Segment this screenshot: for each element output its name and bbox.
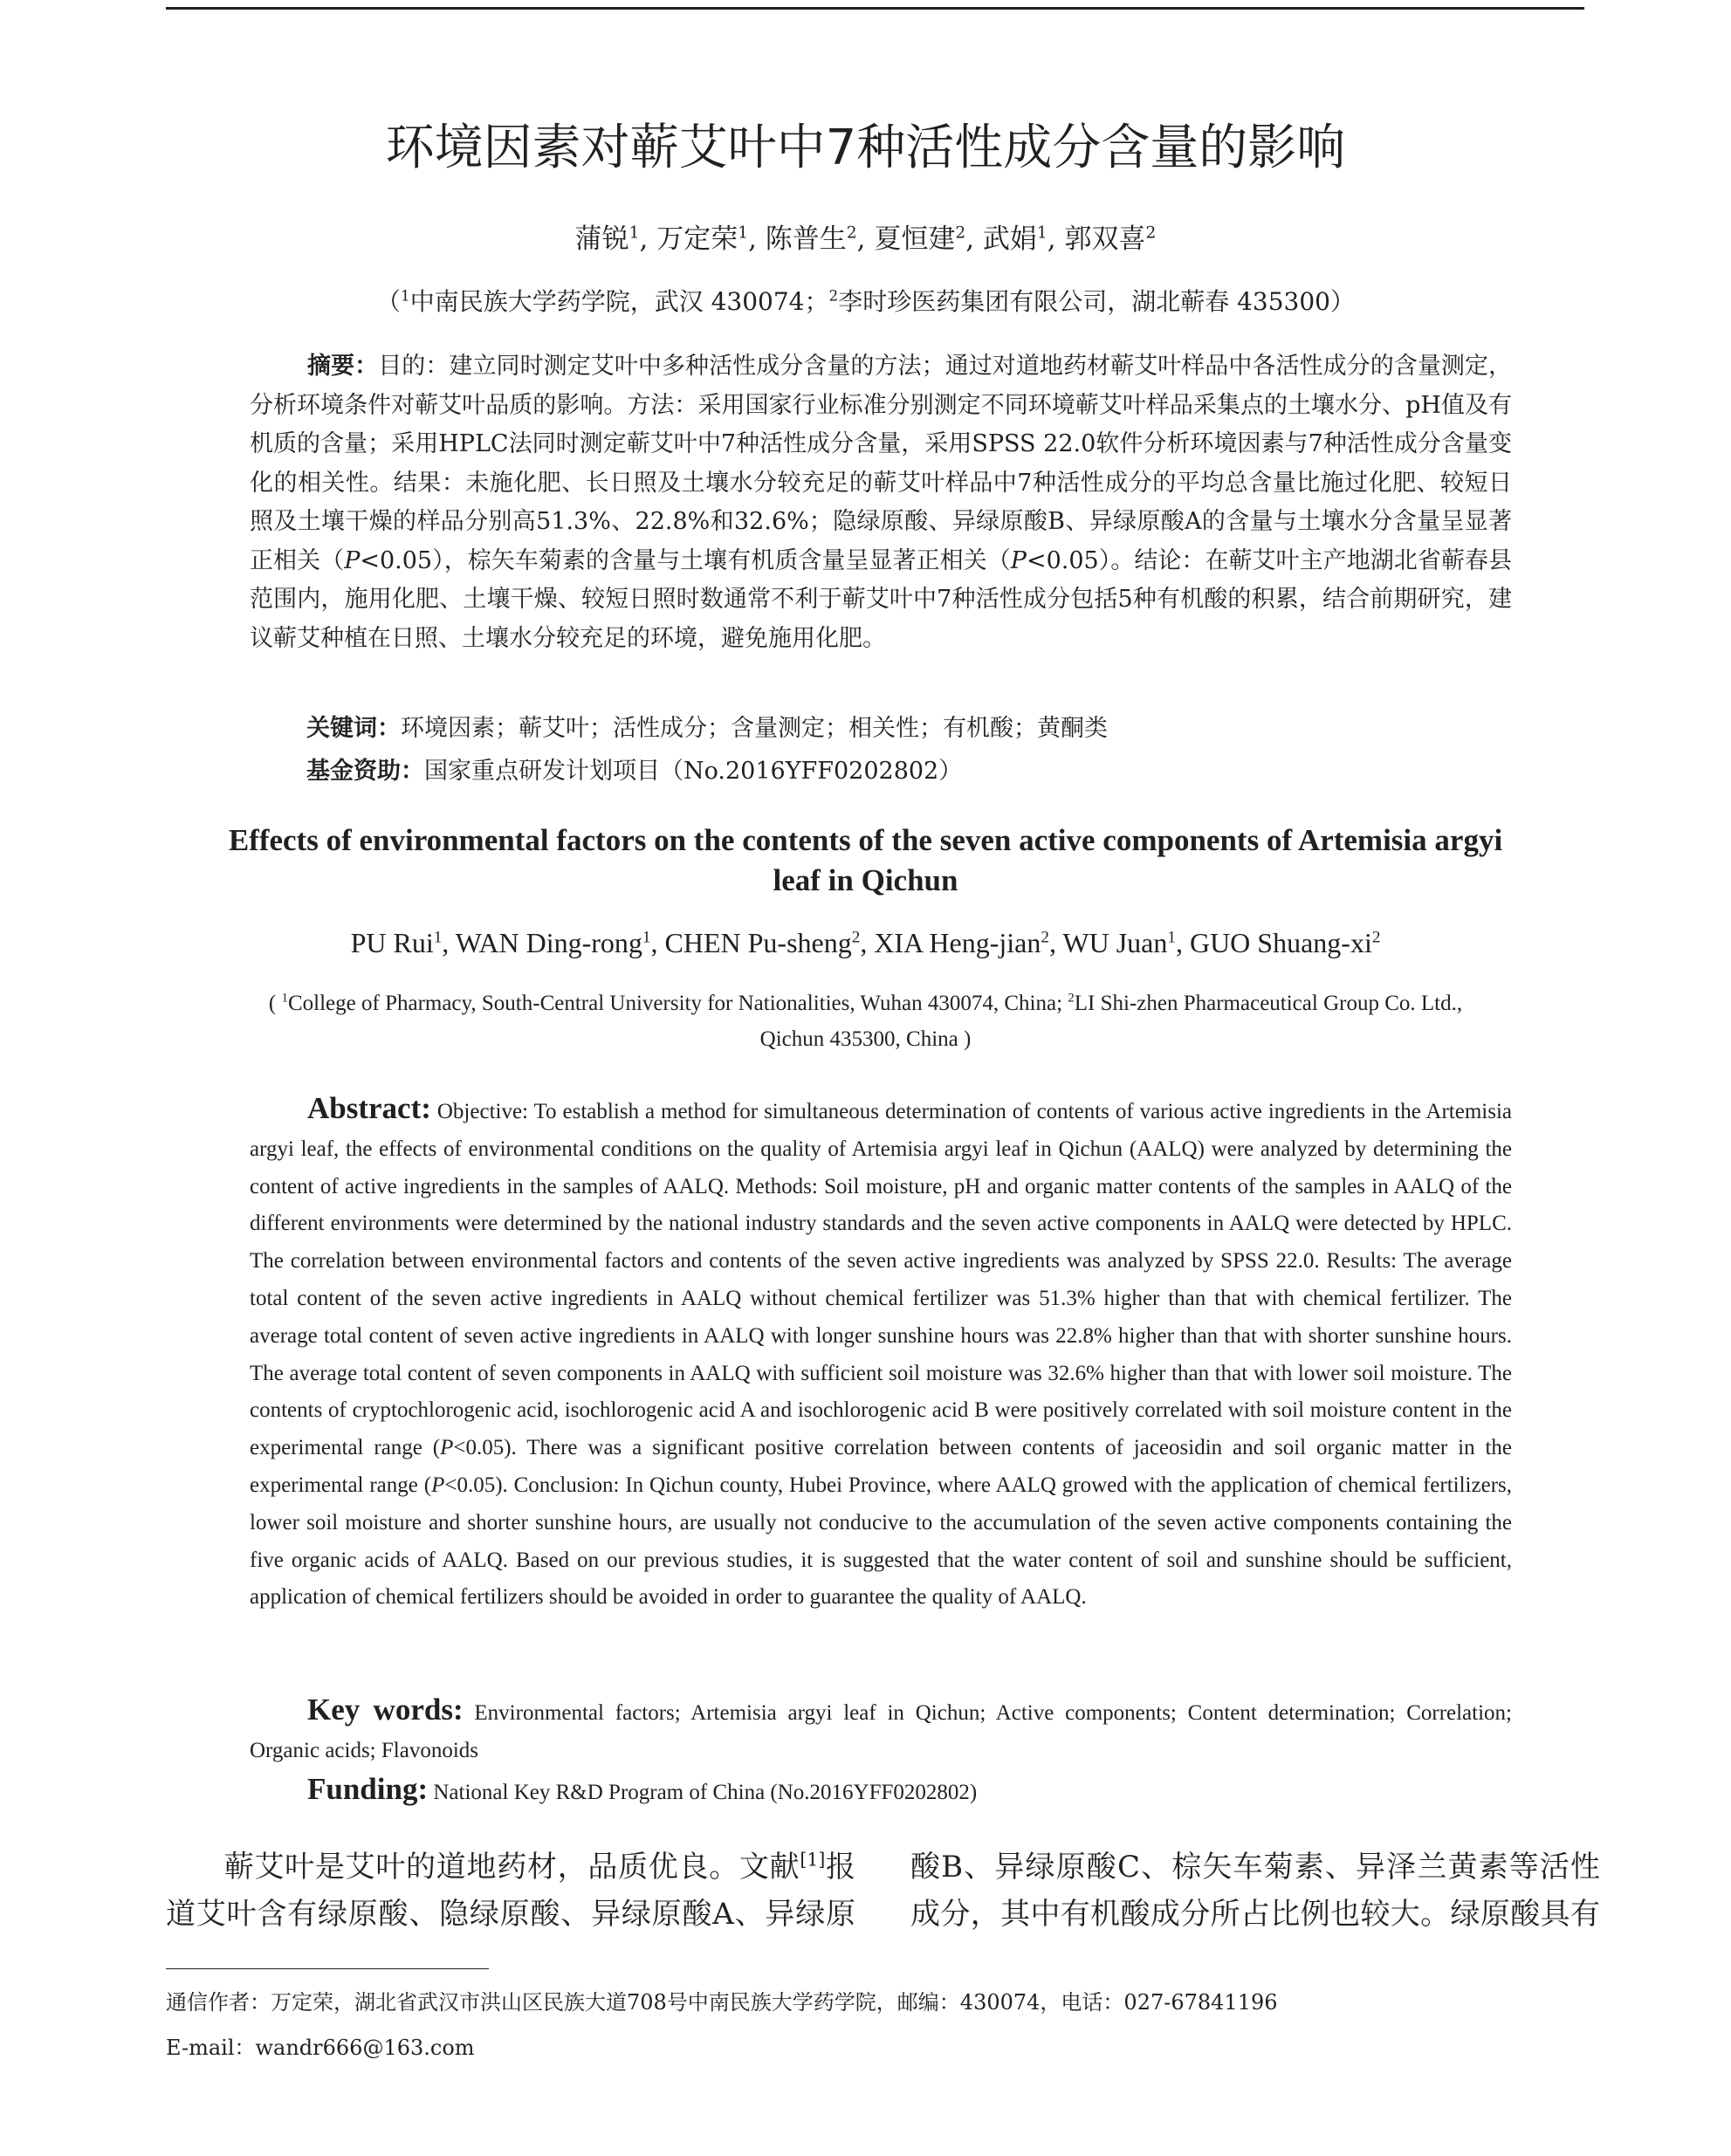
author-affiliation-mark: 1 xyxy=(738,223,749,243)
affiliation-mark: 2 xyxy=(828,286,839,305)
author-affiliation-mark: 1 xyxy=(1036,223,1048,243)
author: 夏恒建 xyxy=(874,223,956,255)
authors-en xyxy=(0,924,1731,962)
author: 陈普生 xyxy=(765,223,847,255)
abstract-zh-text: <0.05）。结论：在蕲艾叶主产地湖北省蕲春县范围内，施用化肥、土壤干燥、较短日照时数通常不利于蕲艾叶中7种活性成分包括5种有机酸的积累，结合前期研究，建议蕲艾种植在日照、土壤水分较充足的环境，避免施用化肥。 xyxy=(250,546,1513,652)
abstract-zh xyxy=(250,347,1512,658)
p-symbol: P xyxy=(431,1473,445,1497)
author-separator: , xyxy=(1048,927,1063,958)
footnote-corresponding: 通信作者：万定荣，湖北省武汉市洪山区民族大道708号中南民族大学药学院，邮编：430074，电话：027-67841196 xyxy=(166,1990,1278,2015)
paren-close: ) xyxy=(958,1027,972,1051)
funding-zh-text: 国家重点研发计划项目（No.2016YFF0202802） xyxy=(424,758,963,785)
author-affiliation-mark: 2 xyxy=(1371,928,1381,947)
authors-zh xyxy=(0,220,1731,258)
affiliation-2: 李时珍医药集团有限公司，湖北蕲春 435300 xyxy=(838,287,1330,316)
body-text: 报 xyxy=(825,1850,856,1885)
keywords-en-text: Environmental factors; Artemisia argyi leaf in Qichun; Active components; Content determination; Correlation; Organic acids; Flavonoids xyxy=(250,1701,1512,1762)
author: WAN Ding-rong xyxy=(455,927,642,958)
paren-open: （ xyxy=(376,287,402,316)
author: PU Rui xyxy=(350,927,434,958)
english-title: Effects of environmental factors on the contents of the seven active components of Artemisia argyi leaf in Qichun xyxy=(228,823,1503,897)
abstract-en xyxy=(250,1090,1512,1617)
author: XIA Heng-jian xyxy=(874,927,1041,958)
affiliation-mark: 1 xyxy=(401,286,410,305)
body-text: 道艾叶含有绿原酸、隐绿原酸、异绿原酸A、异绿原 xyxy=(166,1897,855,1932)
keywords-zh-text: 环境因素；蕲艾叶；活性成分；含量测定；相关性；有机酸；黄酮类 xyxy=(401,715,1108,742)
author: 武娟 xyxy=(982,223,1037,255)
footnote-rule xyxy=(166,1968,489,1969)
funding-en-text: National Key R&D Program of China (No.2016YFF0202802) xyxy=(433,1781,978,1804)
author-affiliation-mark: 2 xyxy=(846,223,857,243)
author-separator: , xyxy=(639,223,657,255)
abstract-zh-label: 摘要： xyxy=(307,353,379,380)
author-separator: , xyxy=(965,223,983,255)
abstract-zh-text: <0.05），棕矢车菊素的含量与土壤有机质含量呈显著正相关（ xyxy=(360,546,1011,574)
top-rule xyxy=(166,7,1584,10)
author: GUO Shuang-xi xyxy=(1189,927,1372,958)
author-affiliation-mark: 2 xyxy=(1145,223,1157,243)
author-affiliation-mark: 2 xyxy=(1041,928,1049,947)
p-symbol: P xyxy=(344,546,361,574)
affiliation-1: College of Pharmacy, South-Central University for Nationalities, Wuhan 430074, China; xyxy=(287,992,1068,1015)
author: CHEN Pu-sheng xyxy=(664,927,852,958)
keywords-zh xyxy=(306,710,1108,748)
keywords-en-label: Key words: xyxy=(307,1693,464,1727)
author-affiliation-mark: 1 xyxy=(1167,928,1176,947)
author-separator: , xyxy=(650,927,665,958)
abstract-zh-text: 目的：建立同时测定艾叶中多种活性成分含量的方法；通过对道地药材蕲艾叶样品中各活性成分的含量测定，分析环境条件对蕲艾叶品质的影响。方法：采用国家行业标准分别测定不同环境蕲艾叶样品采集点的土壤水分、pH值及有机质的含量；采用HPLC法同时测定蕲艾叶中7种活性成分含量，采用SPSS 22.0软件分析环境因素与7种活性成分含量变化的相关性。结果：未施化肥、长日照及土壤水分较充足的蕲艾叶样品中7种活性成分的平均总含量比施过化肥、较短日照及土壤干燥的样品分别高51.3%、22.8%和32.6%；隐绿原酸、异绿原酸B、异绿原酸A的含量与土壤水分含量呈显著正相关（ xyxy=(250,353,1513,574)
author-affiliation-mark: 2 xyxy=(851,928,861,947)
author: 万定荣 xyxy=(656,223,738,255)
funding-en xyxy=(250,1771,1512,1812)
abstract-en-text: <0.05). There was a significant positive correlation between contents of jaceosidin and soil organic matter in the experimental range ( xyxy=(250,1436,1512,1497)
affiliation-2: LI Shi-zhen Pharmaceutical Group Co. Ltd., Qichun 435300, China xyxy=(759,992,1463,1051)
author-affiliation-mark: 1 xyxy=(629,223,640,243)
citation-ref: [1] xyxy=(800,1849,826,1871)
author: WU Juan xyxy=(1062,927,1168,958)
p-symbol: P xyxy=(1010,546,1027,574)
paren-close: ） xyxy=(1329,287,1355,316)
p-symbol: P xyxy=(440,1436,454,1460)
keywords-en xyxy=(250,1692,1512,1770)
author: 郭双喜 xyxy=(1064,223,1146,255)
affiliations-en xyxy=(262,985,1469,1057)
author: 蒲锐 xyxy=(574,223,629,255)
body-column-left xyxy=(166,1844,855,1938)
affiliation-mark: 2 xyxy=(1068,991,1075,1006)
body-column-right xyxy=(910,1844,1600,1938)
body-text: 酸B、异绿原酸C、棕矢车菊素、异泽兰黄素等活性 xyxy=(910,1850,1600,1885)
body-text: 蕲艾叶是艾叶的道地药材，品质优良。文献 xyxy=(223,1850,800,1885)
funding-zh-label: 基金资助： xyxy=(306,758,424,785)
abstract-en-label: Abstract: xyxy=(307,1091,431,1125)
body-text: 成分，其中有机酸成分所占比例也较大。绿原酸具有 xyxy=(910,1897,1600,1932)
keywords-zh-label: 关键词： xyxy=(306,715,401,742)
affiliations-zh xyxy=(0,285,1731,319)
funding-zh xyxy=(306,752,962,791)
abstract-en-text: <0.05). Conclusion: In Qichun county, Hubei Province, where AALQ growed with the application of chemical fertilizers, lower soil moisture and shorter sunshine hours, are usually not conducive to the accumulation of the seven active components containing the five organic acids of AALQ. Based on our previous studies, it is suggested that the water content of soil and sunshine should be sufficient, application of chemical fertilizers should be avoided in order to guarantee the quality of AALQ. xyxy=(250,1473,1512,1610)
abstract-en-text: Objective: To establish a method for simultaneous determination of contents of various active ingredients in the Artemisia argyi leaf, the effects of environmental conditions on the quality of Artemisia argyi leaf in Qichun (AALQ) were analyzed by determining the content of active ingredients in the samples of AALQ. Methods: Soil moisture, pH and organic matter contents of the samples in AALQ of the different environments were determined by the national industry standards and the seven active components in AALQ were detected by HPLC. The correlation between environmental factors and contents of the seven active ingredients was analyzed by SPSS 22.0. Results: The average total content of the seven active ingredients in AALQ without chemical fertilizer was 51.3% higher than that with chemical fertilizer. The average total content of seven active ingredients in AALQ with longer sunshine hours was 22.8% higher than that with shorter sunshine hours. The average total content of seven components in AALQ with sufficient soil moisture was 32.6% higher than that with lower soil moisture. The contents of cryptochlorogenic acid, isochlorogenic acid A and isochlorogenic acid B were positively correlated with soil moisture content in the experimental range ( xyxy=(250,1100,1513,1460)
author-affiliation-mark: 2 xyxy=(955,223,966,243)
affiliation-mark: 1 xyxy=(281,991,288,1006)
author-separator: , xyxy=(442,927,456,958)
affiliation-1: 中南民族大学药学院，武汉 430074； xyxy=(409,287,829,316)
funding-en-label: Funding: xyxy=(307,1772,429,1806)
author-separator: , xyxy=(748,223,766,255)
author-separator: , xyxy=(1047,223,1065,255)
author-separator: , xyxy=(856,223,875,255)
author-affiliation-mark: 1 xyxy=(642,928,651,947)
page-title: 环境因素对蕲艾叶中7种活性成分含量的影响 xyxy=(385,120,1346,176)
author-affiliation-mark: 1 xyxy=(433,928,443,947)
author-separator: , xyxy=(860,927,875,958)
author-separator: , xyxy=(1175,927,1190,958)
footnote-email: E-mail：wandr666@163.com xyxy=(166,2036,475,2060)
paren-open: ( xyxy=(268,992,282,1015)
